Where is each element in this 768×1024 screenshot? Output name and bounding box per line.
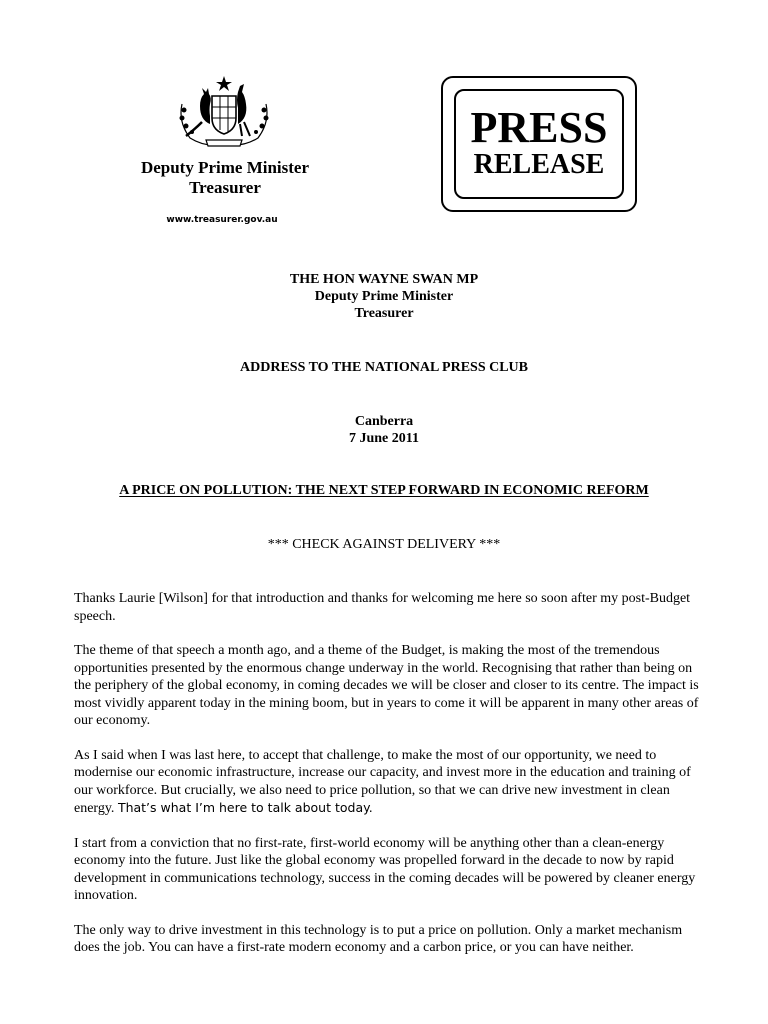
paragraph-2: The theme of that speech a month ago, and a theme of the Budget, is making the most of the tremendous opportunities presented by the enormous change underway in the world. Recognising that rather than being on the periphery of the global economy, in coming decades we will be closer and closer to its centre. The impact is most vividly apparent today in the mining boom, but in years to come it will be apparent in many other areas of our economy. xyxy=(74,643,699,728)
speech-title-text: A PRICE ON POLLUTION: THE NEXT STEP FORWARD IN ECONOMIC REFORM xyxy=(119,483,649,498)
badge-press-label: PRESS xyxy=(470,103,608,152)
press-release-badge xyxy=(441,76,637,212)
office-title: Deputy Prime Minister xyxy=(140,158,310,177)
check-against-delivery: *** CHECK AGAINST DELIVERY *** xyxy=(267,537,501,552)
paragraph-5: The only way to drive investment in this technology is to put a price on pollution. Only a market mechanism does the job. You can have a first-rate modern economy and a carbon price, or you can have neither. xyxy=(74,922,683,955)
paragraph-3 xyxy=(74,747,704,818)
speaker-block xyxy=(0,271,768,322)
paragraph-3-tail: That’s what I’m here to talk about today. xyxy=(117,800,373,815)
office-subtitle: Treasurer xyxy=(189,178,261,197)
badge-release-label: RELEASE xyxy=(473,149,605,180)
speaker-role-1: Deputy Prime Minister xyxy=(314,289,454,304)
paragraph-3-main: As I said when I was last here, to accept that challenge, to make the most of our opportunity, we need to modernise our economic infrastructure, increase our capacity, and invest more in the education and training of our workforce. But crucially, we also need to price pollution, so that we can drive new investment in clean energy. xyxy=(74,747,691,816)
location-date-block xyxy=(0,413,768,447)
event-heading: ADDRESS TO THE NATIONAL PRESS CLUB xyxy=(240,360,528,375)
paragraph-1: Thanks Laurie [Wilson] for that introduction and thanks for welcoming me here so soon after my post-Budget speech. xyxy=(74,591,691,624)
location: Canberra xyxy=(354,414,414,429)
website-link[interactable]: www.treasurer.gov.au xyxy=(166,215,278,225)
speech-body xyxy=(74,590,704,974)
speaker-role-2: Treasurer xyxy=(354,306,414,321)
speech-title xyxy=(0,482,768,499)
speaker-name: THE HON WAYNE SWAN MP xyxy=(289,272,479,287)
date: 7 June 2011 xyxy=(348,431,419,446)
paragraph-4: I start from a conviction that no first-rate, first-world economy will be anything other than a clean-energy economy into the future. Just like the global economy was propelled forward in the decade to now by rapid development in communications technology, success in the coming decades will be powered by cleaner energy innovation. xyxy=(74,835,696,903)
press-release-badge-inner xyxy=(454,89,624,199)
office-heading xyxy=(100,158,350,198)
australian-coat-of-arms-icon xyxy=(176,74,272,152)
